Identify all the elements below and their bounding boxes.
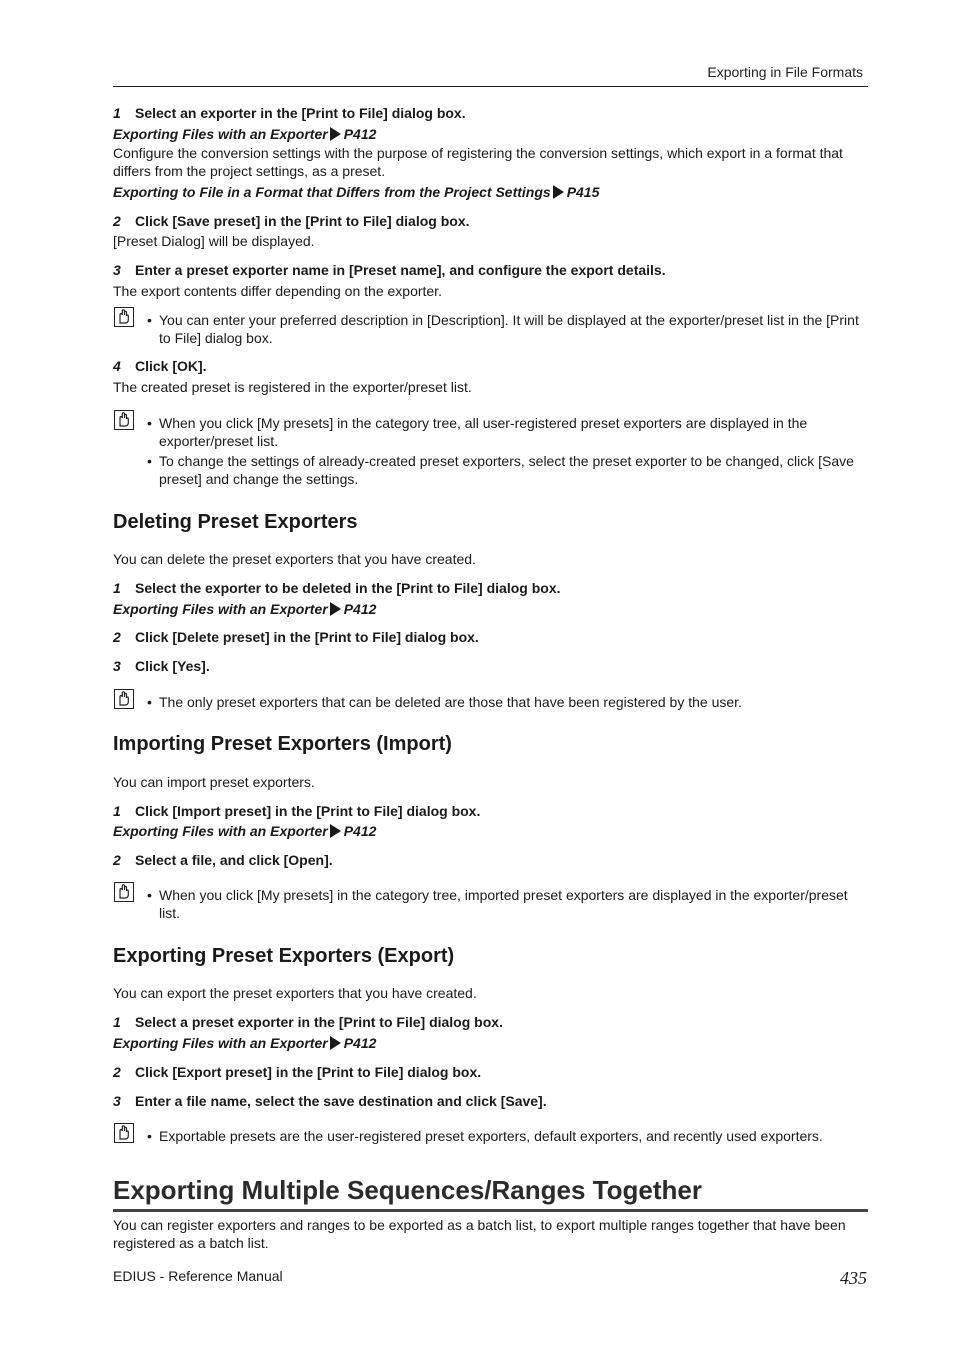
ref-text: Exporting Files with an Exporter [113, 1035, 328, 1051]
step-2 [113, 1063, 868, 1081]
step-number: 1 [113, 803, 121, 819]
cross-reference-link[interactable] [113, 1034, 868, 1052]
heading-underline [113, 1209, 868, 1212]
paragraph: The created preset is registered in the exporter/preset list. [113, 379, 472, 395]
section-heading: Importing Preset Exporters (Import) [113, 733, 452, 755]
note-item [147, 414, 868, 450]
step-text: Select a preset exporter in the [Print to File] dialog box. [135, 1014, 503, 1030]
step-number: 1 [113, 580, 121, 596]
step-text: Click [Yes]. [135, 658, 210, 674]
ref-text: Exporting Files with an Exporter [113, 126, 328, 142]
bullet: • [147, 415, 152, 431]
paragraph: You can delete the preset exporters that you have created. [113, 551, 476, 567]
bullet: • [147, 1128, 152, 1144]
note-text: The only preset exporters that can be deleted are those that have been registered by the user. [159, 694, 742, 710]
step-1 [113, 802, 868, 820]
step-text: Click [Import preset] in the [Print to File] dialog box. [135, 803, 481, 819]
triangle-arrow-icon [330, 127, 341, 141]
step-2 [113, 851, 868, 869]
triangle-arrow-icon [330, 602, 341, 616]
ref-page: P415 [566, 184, 600, 200]
step-text: Select the exporter to be deleted in the [Print to File] dialog box. [135, 580, 561, 596]
bullet: • [147, 312, 152, 328]
paragraph: [Preset Dialog] will be displayed. [113, 233, 315, 249]
cross-reference-link[interactable] [113, 822, 868, 840]
cross-reference-link[interactable] [113, 600, 868, 618]
note-text: You can enter your preferred description in [Description]. It will be displayed at the exporter/preset list in the [Print to File] dialog box. [159, 312, 859, 346]
note-item [147, 452, 868, 488]
paragraph: You can import preset exporters. [113, 774, 315, 790]
triangle-arrow-icon [553, 185, 564, 199]
step-number: 1 [113, 105, 121, 121]
bullet: • [147, 453, 152, 469]
ref-page: P412 [343, 823, 377, 839]
hand-note-icon [114, 410, 134, 430]
paragraph: Configure the conversion settings with the purpose of registering the conversion settings, which export in a format that differs from the project settings, as a preset. [113, 145, 843, 179]
running-header: Exporting in File Formats [707, 64, 863, 80]
hand-note-icon [114, 882, 134, 902]
bullet: • [147, 694, 152, 710]
note-item [147, 1127, 868, 1145]
step-number: 3 [113, 1093, 121, 1109]
ref-page: P412 [343, 601, 377, 617]
triangle-arrow-icon [330, 824, 341, 838]
paragraph: You can register exporters and ranges to be exported as a batch list, to export multiple ranges together that have been registered as a batch list. [113, 1217, 846, 1251]
step-3 [113, 1092, 868, 1110]
paragraph: You can export the preset exporters that you have created. [113, 985, 477, 1001]
note-text: When you click [My presets] in the category tree, imported preset exporters are displayed in the exporter/preset list. [159, 887, 848, 921]
step-text: Enter a preset exporter name in [Preset name], and configure the export details. [135, 262, 666, 278]
step-text: Click [OK]. [135, 358, 207, 374]
ref-page: P412 [343, 126, 377, 142]
section-heading: Exporting Preset Exporters (Export) [113, 945, 455, 967]
chapter-heading: Exporting Multiple Sequences/Ranges Together [113, 1175, 702, 1205]
note-item [147, 311, 868, 347]
cross-reference-link[interactable] [113, 183, 868, 201]
ref-text: Exporting to File in a Format that Differs from the Project Settings [113, 184, 551, 200]
step-number: 2 [113, 629, 121, 645]
bullet: • [147, 887, 152, 903]
ref-text: Exporting Files with an Exporter [113, 601, 328, 617]
step-number: 1 [113, 1014, 121, 1030]
step-4 [113, 357, 868, 375]
note-item [147, 886, 868, 922]
note-text: Exportable presets are the user-registered preset exporters, default exporters, and recently used exporters. [159, 1128, 823, 1144]
step-3 [113, 261, 868, 279]
step-text: Click [Save preset] in the [Print to File] dialog box. [135, 213, 470, 229]
step-number: 4 [113, 358, 121, 374]
triangle-arrow-icon [330, 1036, 341, 1050]
step-number: 2 [113, 213, 121, 229]
hand-note-icon [114, 689, 134, 709]
section-heading: Deleting Preset Exporters [113, 511, 358, 533]
step-3 [113, 657, 868, 675]
footer-title: EDIUS - Reference Manual [113, 1268, 283, 1284]
note-item [147, 693, 868, 711]
step-number: 2 [113, 852, 121, 868]
ref-text: Exporting Files with an Exporter [113, 823, 328, 839]
step-1 [113, 579, 868, 597]
note-text: To change the settings of already-created preset exporters, select the preset exporter to be changed, click [Save preset] and change the settings. [159, 453, 854, 487]
step-text: Click [Export preset] in the [Print to File] dialog box. [135, 1064, 482, 1080]
step-text: Select a file, and click [Open]. [135, 852, 333, 868]
step-1 [113, 104, 868, 122]
step-number: 3 [113, 658, 121, 674]
step-text: Click [Delete preset] in the [Print to File] dialog box. [135, 629, 479, 645]
hand-note-icon [114, 307, 134, 327]
hand-note-icon [114, 1123, 134, 1143]
step-1 [113, 1013, 868, 1031]
step-2 [113, 628, 868, 646]
header-divider [113, 86, 868, 87]
page-number: 435 [840, 1268, 867, 1288]
cross-reference-link[interactable] [113, 125, 868, 143]
paragraph: The export contents differ depending on the exporter. [113, 283, 442, 299]
step-number: 2 [113, 1064, 121, 1080]
step-number: 3 [113, 262, 121, 278]
note-text: When you click [My presets] in the category tree, all user-registered preset exporters are displayed in the exporter/preset list. [159, 415, 808, 449]
step-text: Select an exporter in the [Print to File] dialog box. [135, 105, 466, 121]
step-text: Enter a file name, select the save destination and click [Save]. [135, 1093, 547, 1109]
step-2 [113, 212, 868, 230]
ref-page: P412 [343, 1035, 377, 1051]
